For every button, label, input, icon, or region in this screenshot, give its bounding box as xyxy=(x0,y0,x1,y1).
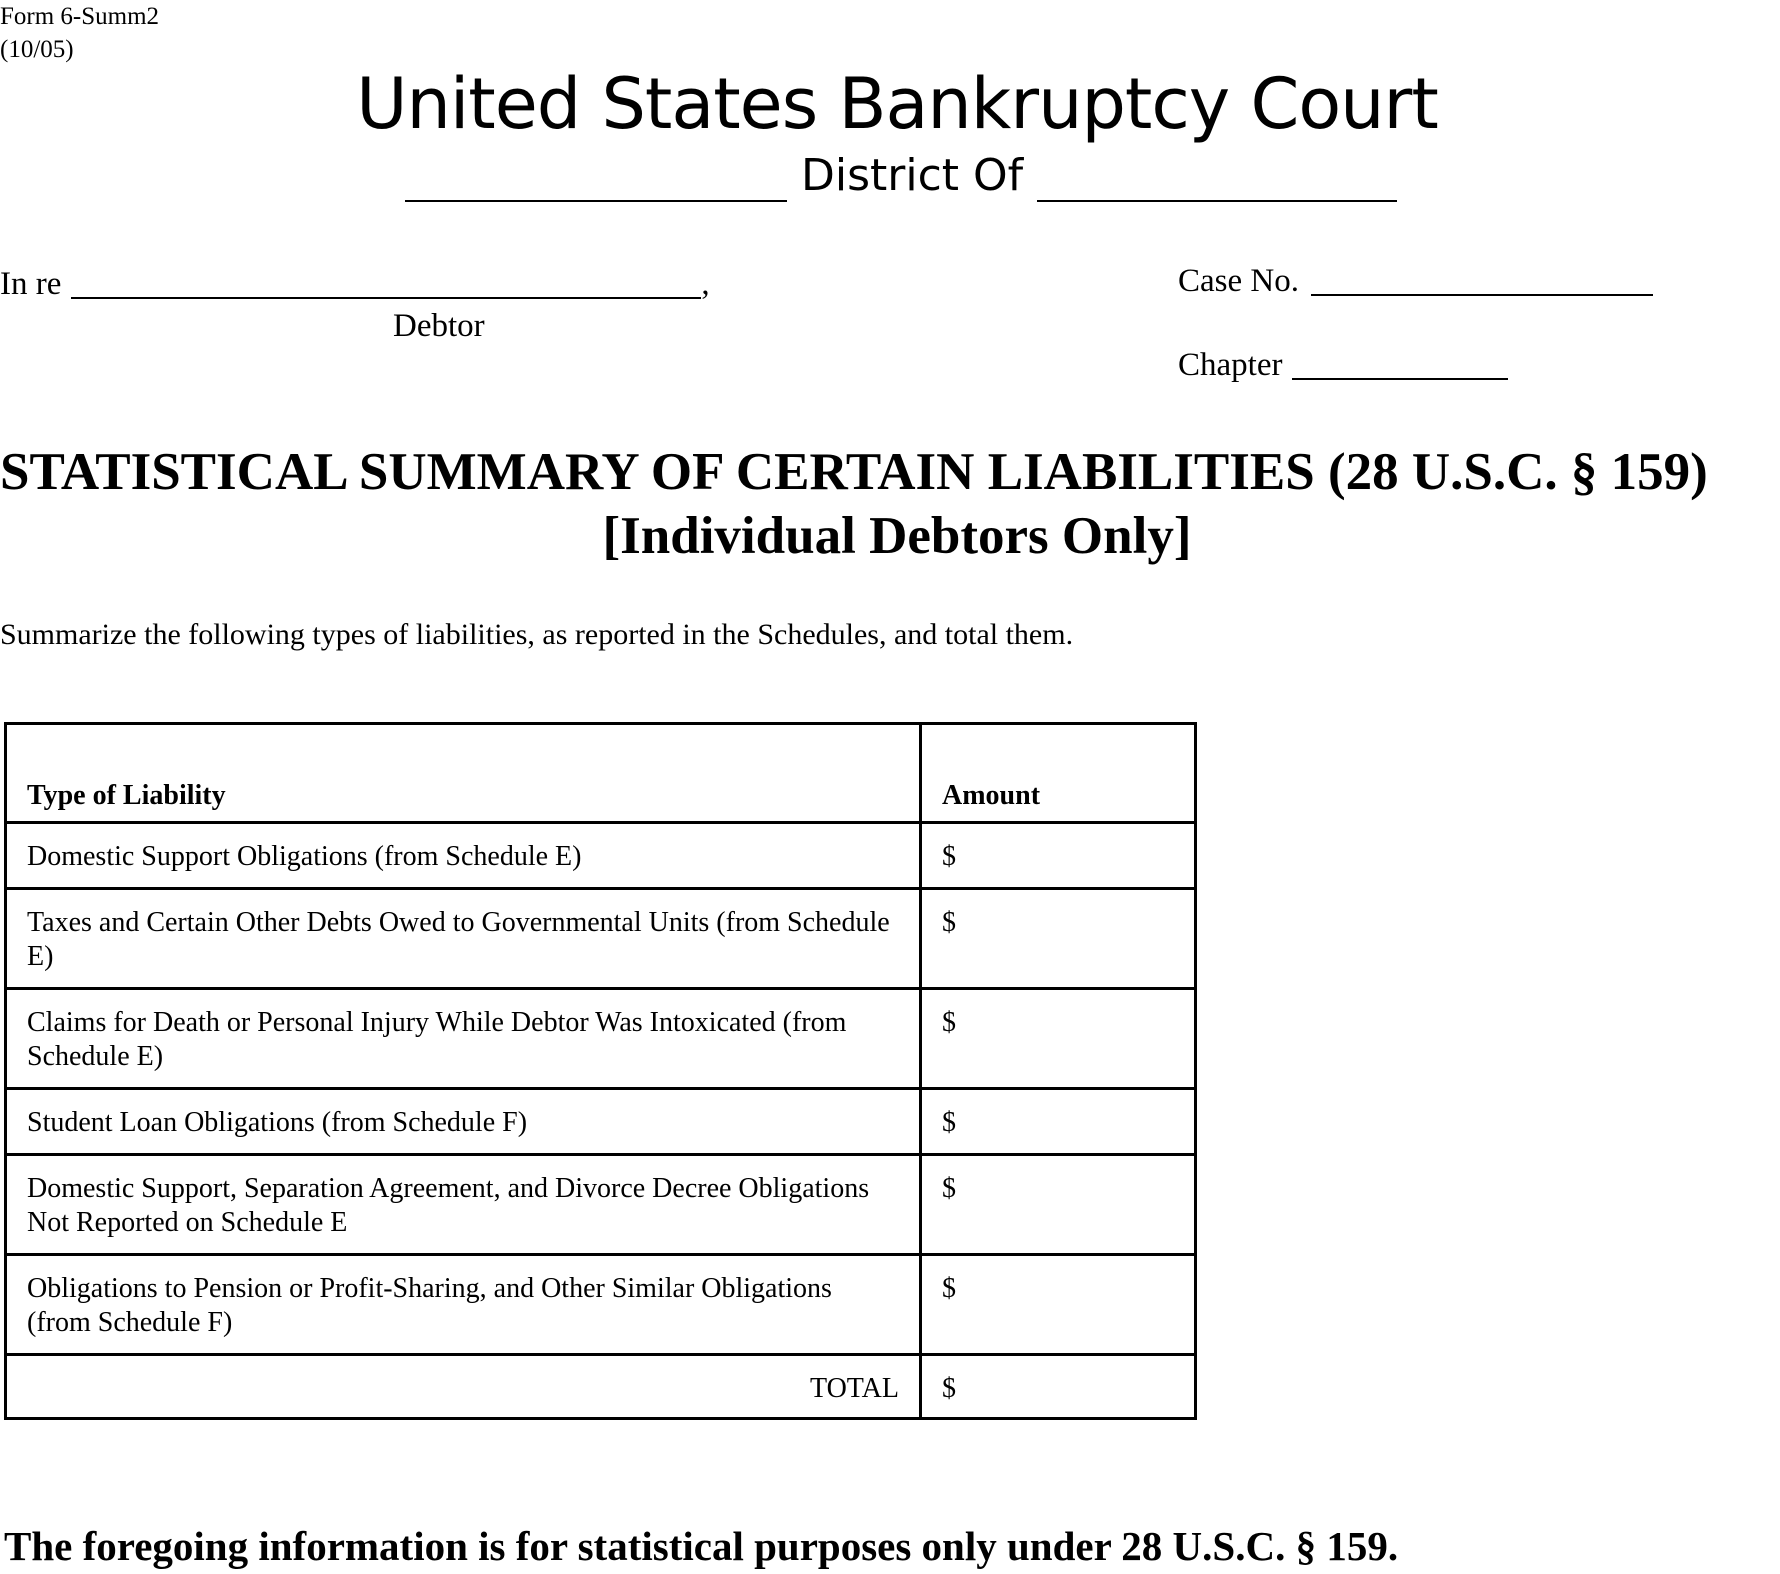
case-number-label: Case No. xyxy=(1178,263,1299,299)
total-row xyxy=(6,1355,1196,1419)
chapter-blank[interactable] xyxy=(1292,378,1508,380)
debtor-label: Debtor xyxy=(393,308,485,344)
liability-type-cell: Obligations to Pension or Profit-Sharing, and Other Similar Obligations (from Schedule F) xyxy=(6,1255,921,1355)
table-header-row xyxy=(6,724,1196,823)
form-identifier xyxy=(0,0,159,66)
liability-type-cell: Domestic Support, Separation Agreement, and Divorce Decree Obligations Not Reported on Schedule E xyxy=(6,1155,921,1255)
chapter-label: Chapter xyxy=(1178,347,1283,383)
amount-cell[interactable]: $ xyxy=(921,989,1196,1089)
form-number: Form 6-Summ2 xyxy=(0,3,160,30)
table-row xyxy=(6,1255,1196,1355)
debtor-name-blank[interactable] xyxy=(71,297,701,299)
district-label: District Of xyxy=(801,150,1024,201)
header-type-of-liability: Type of Liability xyxy=(6,724,921,823)
liability-type-cell: Taxes and Certain Other Debts Owed to Governmental Units (from Schedule E) xyxy=(6,889,921,989)
district-blank-left[interactable] xyxy=(405,200,787,202)
form-subtitle: [Individual Debtors Only] xyxy=(602,507,1192,565)
amount-cell[interactable]: $ xyxy=(921,1255,1196,1355)
district-blank-right[interactable] xyxy=(1037,200,1397,202)
amount-cell[interactable]: $ xyxy=(921,1155,1196,1255)
in-re-label: In re xyxy=(0,266,62,302)
chapter-line xyxy=(1178,347,1508,384)
liabilities-table xyxy=(4,722,1197,1420)
court-title: United States Bankruptcy Court xyxy=(356,63,1438,145)
in-re-comma: , xyxy=(701,266,710,302)
form-title: STATISTICAL SUMMARY OF CERTAIN LIABILITIES (28 U.S.C. § 159) xyxy=(0,443,1708,501)
case-number-line xyxy=(1178,263,1653,300)
header-amount: Amount xyxy=(921,724,1196,823)
amount-cell[interactable]: $ xyxy=(921,823,1196,889)
liability-type-cell: Claims for Death or Personal Injury While Debtor Was Intoxicated (from Schedule E) xyxy=(6,989,921,1089)
liability-type-cell: Domestic Support Obligations (from Schedule E) xyxy=(6,823,921,889)
total-label-cell: TOTAL xyxy=(6,1355,921,1419)
table-row xyxy=(6,1155,1196,1255)
district-line xyxy=(405,148,1397,204)
table-row xyxy=(6,823,1196,889)
amount-cell[interactable]: $ xyxy=(921,1089,1196,1155)
in-re-line xyxy=(0,266,710,303)
instruction-text: Summarize the following types of liabilities, as reported in the Schedules, and total them. xyxy=(0,618,1074,651)
form-revision-date: (10/05) xyxy=(0,36,74,63)
table-row xyxy=(6,889,1196,989)
table-row xyxy=(6,989,1196,1089)
footer-note: The foregoing information is for statistical purposes only under 28 U.S.C. § 159. xyxy=(4,1523,1399,1569)
amount-cell[interactable]: $ xyxy=(921,889,1196,989)
case-number-blank[interactable] xyxy=(1311,294,1653,296)
total-amount-cell[interactable]: $ xyxy=(921,1355,1196,1419)
table-row xyxy=(6,1089,1196,1155)
liability-type-cell: Student Loan Obligations (from Schedule F) xyxy=(6,1089,921,1155)
